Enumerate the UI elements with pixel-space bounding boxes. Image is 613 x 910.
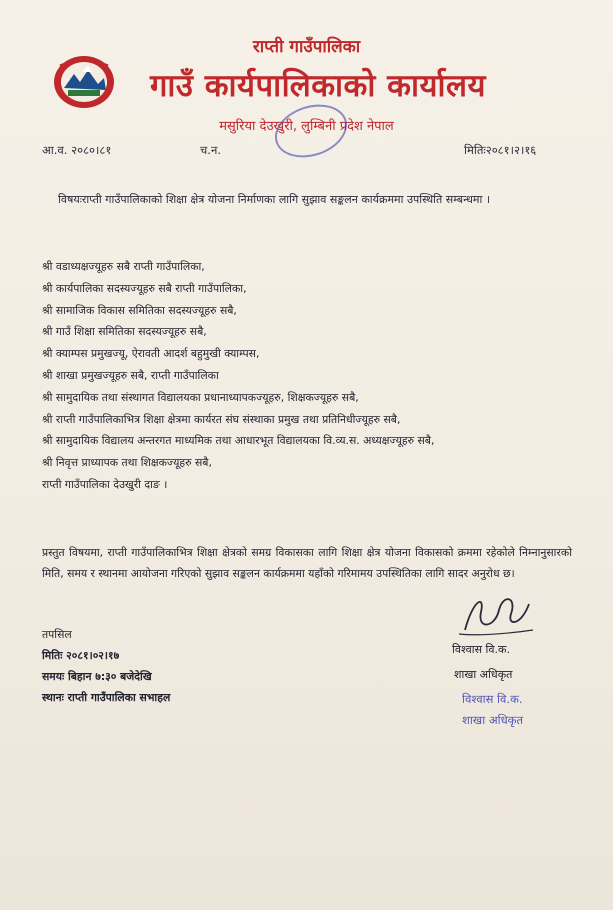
recipient-item: श्री कार्यपालिका सदस्यज्यूहरु सबै राप्ती गाउँपालिका, (42, 281, 247, 295)
recipient-item: श्री शाखा प्रमुखज्यूहरु सबै, राप्ती गाउँपालिका (42, 368, 219, 382)
recipient-item: श्री वडाध्यक्षज्यूहरु सबै राप्ती गाउँपालिका, (42, 260, 205, 273)
office-address: मसुरिया देउखुरी, लुम्बिनी प्रदेश नेपाल (219, 119, 394, 134)
recipient-item: श्री सामुदायिक विद्यालय अन्तरगत माध्यमिक तथा आधारभूत विद्यालयका वि.व्य.स. अध्यक्षज्यूहरु सबै, (42, 434, 435, 448)
recipient-list (42, 258, 434, 498)
stamp-name: विश्वास वि.क. (462, 692, 523, 706)
details-heading: तपसिल (42, 628, 72, 641)
event-date: मितिः २०८१।०२।१७ (42, 649, 120, 662)
recipient-item: श्री क्याम्पस प्रमुखज्यू, ऐरावती आदर्श बहुमुखी क्याम्पस, (42, 347, 260, 361)
recipient-item: श्री गाउँ शिक्षा समितिका सदस्यज्यूहरु सबै, (42, 325, 207, 339)
recipient-item: श्री राप्ती गाउँपालिकाभित्र शिक्षा क्षेत्रमा कार्यरत संघ संस्थाका प्रमुख तथा प्रतिनिधीज्यूहरु सबै, (42, 412, 401, 426)
reference-number: च.न. (200, 143, 221, 157)
fiscal-year: आ.व. २०८०।८१ (42, 143, 112, 157)
letter-body: प्रस्तुत विषयमा, राप्ती गाउँपालिकाभित्र शिक्षा क्षेत्रको समग्र विकासका लागि शिक्षा क्षेत्र योजना विकासको क्रममा रहेकोले निम्नानुसारको मिति, समय र स्थानमा आयोजना गरिएको सुझाव सङ्कलन कार्यक्रममा यहाँको गरिमामय उपस्थितिका लागि सादर अनुरोध छ। (42, 546, 572, 580)
signature-scribble (455, 590, 537, 640)
subject-line: विषयःराप्ती गाउँपालिकाको शिक्षा क्षेत्र योजना निर्माणका लागि सुझाव सङ्कलन कार्यक्रममा उपस्थिति सम्बन्धमा । (58, 193, 490, 206)
recipient-item: राप्ती गाउँपालिका देउखुरी दाङ । (42, 477, 168, 491)
signatory-name: विश्वास वि.क. (452, 643, 510, 656)
signatory-title: शाखा अधिकृत (454, 668, 513, 681)
nepal-emblem-icon (52, 52, 116, 110)
event-time: समयः बिहान ७:३० बजेदेखि (42, 670, 152, 683)
office-name: गाउँ कार्यपालिकाको कार्यालय (149, 68, 487, 104)
event-venue: स्थानः राप्ती गाउँपालिका सभाहल (42, 691, 171, 704)
recipient-item: श्री सामुदायिक तथा संस्थागत विद्यालयका प्रधानाध्यापकज्यूहरु, शिक्षकज्यूहरु सबै, (42, 390, 359, 404)
letter-date: मितिः२०८१।२।१६ (464, 143, 537, 157)
recipient-item: श्री निवृत्त प्राध्यापक तथा शिक्षकज्यूहरु सबै, (42, 456, 212, 470)
recipient-item: श्री सामाजिक विकास समितिका सदस्यज्यूहरु सबै, (42, 303, 237, 317)
municipality-name: राप्ती गाउँपालिका (252, 37, 361, 57)
stamp-title: शाखा अधिकृत (462, 713, 524, 727)
event-details (42, 624, 170, 708)
